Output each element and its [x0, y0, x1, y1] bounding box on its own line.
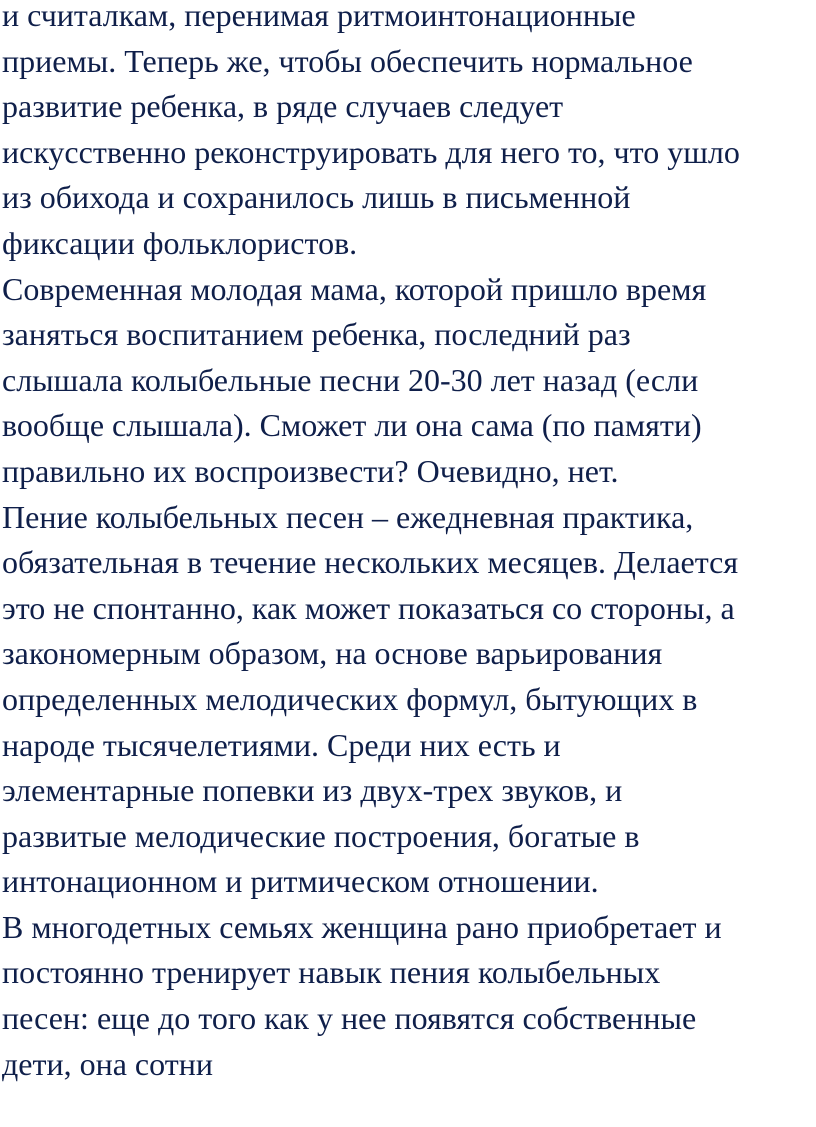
text-line: Современная молодая мама, которой пришло время: [2, 270, 707, 307]
text-line: из обихода и сохранилось лишь в письменной: [2, 179, 631, 216]
text-line: песен: еще до того как у нее появятся собственные: [2, 1000, 697, 1037]
text-line: это не спонтанно, как может показаться со стороны, а: [2, 589, 735, 626]
text-line: интонационном и ритмическом отношении.: [2, 863, 599, 900]
text-line: дети, она сотни: [2, 1045, 213, 1082]
text-line: закономерным образом, на основе варьирования: [2, 635, 663, 672]
text-line: народе тысячелетиями. Среди них есть и: [2, 726, 561, 763]
text-line: слышала колыбельные песни 20-30 лет назад (если: [2, 361, 699, 398]
text-line: Пение колыбельных песен – ежедневная практика,: [2, 498, 694, 535]
text-line: определенных мелодических формул, бытующих в: [2, 680, 698, 717]
text-line: элементарные попевки из двух-трех звуков, и: [2, 772, 623, 809]
text-line: вообще слышала). Сможет ли она сама (по памяти): [2, 407, 702, 444]
text-line: развитие ребенка, в ряде случаев следует: [2, 88, 564, 125]
text-line: и считалкам, перенимая ритмоинтонационные: [2, 0, 636, 33]
text-line: обязательная в течение нескольких месяцев. Делается: [2, 544, 739, 581]
text-line: правильно их воспроизвести? Очевидно, нет.: [2, 452, 619, 489]
document-text: [2, 0, 814, 1087]
text-line: заняться воспитанием ребенка, последний раз: [2, 316, 631, 353]
text-line: постоянно тренирует навык пения колыбельных: [2, 954, 661, 991]
text-line: фиксации фольклористов.: [2, 224, 358, 261]
text-line: В многодетных семьях женщина рано приобретает и: [2, 908, 722, 945]
text-line: приемы. Теперь же, чтобы обеспечить нормальное: [2, 42, 693, 79]
text-line: искусственно реконструировать для него то, что ушло: [2, 133, 740, 170]
text-line: развитые мелодические построения, богатые в: [2, 817, 640, 854]
